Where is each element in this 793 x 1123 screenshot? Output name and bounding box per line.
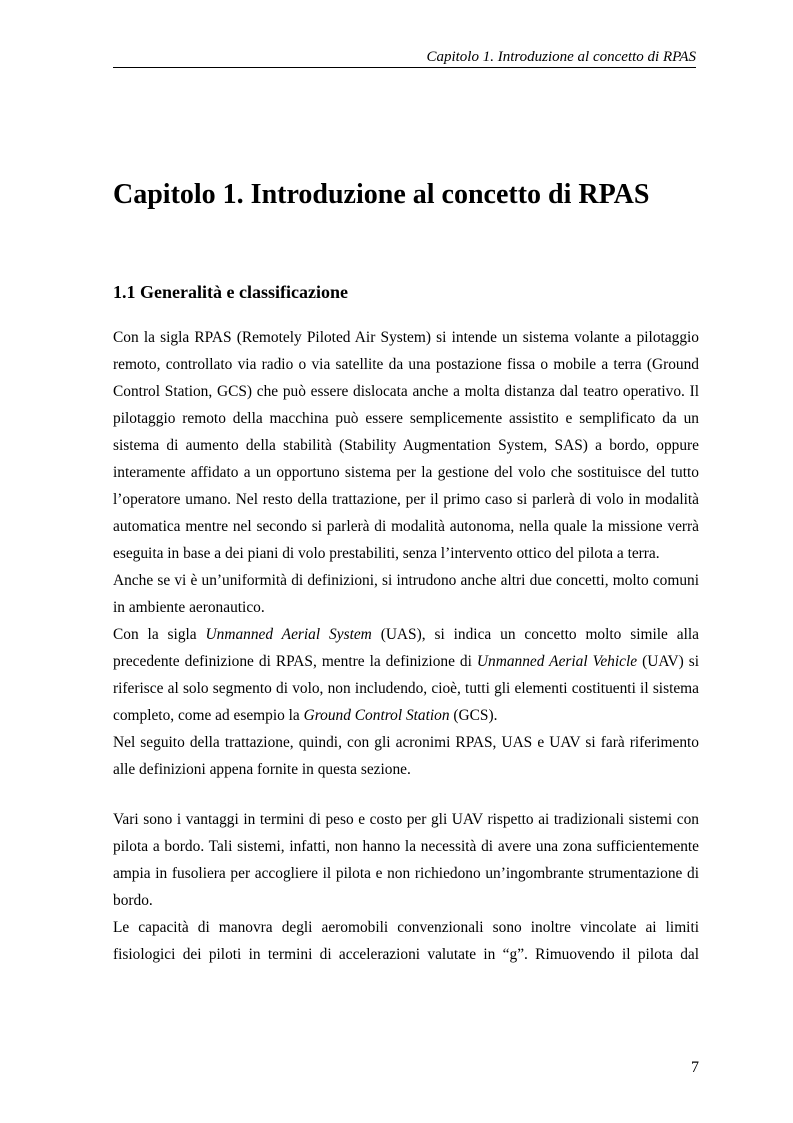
body-paragraph bbox=[113, 567, 699, 621]
text-run: (UAS), si indica un concetto molto simile alla precedente definizione di RPAS, mentre la definizione di bbox=[113, 626, 699, 670]
section-title: 1.1 Generalità e classificazione bbox=[113, 282, 348, 302]
text-run: (UAV) si riferisce al solo segmento di volo, non includendo, cioè, tutti gli elementi costituenti il sistema completo, come ad esempio la bbox=[113, 653, 699, 724]
header-rule bbox=[113, 67, 696, 68]
chapter-title: Capitolo 1. Introduzione al concetto di RPAS bbox=[113, 179, 650, 210]
text-run: Nel seguito della trattazione, quindi, con gli acronimi RPAS, UAS e UAV si farà riferimento alle definizioni appena fornite in questa sezione. bbox=[113, 734, 699, 778]
body-paragraph bbox=[113, 729, 699, 783]
running-header: Capitolo 1. Introduzione al concetto di RPAS bbox=[426, 49, 696, 65]
italic-term: Unmanned Aerial System bbox=[205, 626, 372, 643]
page-number: 7 bbox=[691, 1059, 699, 1076]
body-paragraph bbox=[113, 324, 699, 567]
body-paragraph bbox=[113, 806, 699, 914]
body-paragraph bbox=[113, 914, 699, 968]
text-run: (GCS). bbox=[449, 707, 498, 724]
text-run: Anche se vi è un’uniformità di definizioni, si intrudono anche altri due concetti, molto comuni in ambiente aeronautico. bbox=[113, 572, 699, 616]
text-run: Vari sono i vantaggi in termini di peso e costo per gli UAV rispetto ai tradizionali sistemi con pilota a bordo. Tali sistemi, infatti, non hanno la necessità di avere una zona sufficientemente ampia in fusoliera per accogliere il pilota e non richiedono un’ingombrante strumentazione di bordo. bbox=[113, 811, 699, 909]
italic-term: Unmanned Aerial Vehicle bbox=[476, 653, 638, 670]
body-text bbox=[113, 324, 699, 968]
text-run: Con la sigla RPAS (Remotely Piloted Air System) si intende un sistema volante a pilotaggio remoto, controllato via radio o via satellite da una postazione fissa o mobile a terra (Ground Control Station, GCS) che può essere dislocata anche a molta distanza dal teatro operativo. Il pilotaggio remoto della macchina può essere semplicemente assistito e semplificato da un sistema di aumento della stabilità (Stability Augmentation System, SAS) a bordo, oppure interamente affidato a un opportuno sistema per la gestione del volo che sostituisce del tutto l’operatore umano. Nel resto della trattazione, per il primo caso si parlerà di volo in modalità automatica mentre nel secondo si parlerà di modalità autonoma, nella quale la missione verrà eseguita in base a dei piani di volo prestabiliti, senza l’intervento ottico del pilota a terra. bbox=[113, 329, 699, 562]
body-paragraph bbox=[113, 621, 699, 729]
italic-term: Ground Control Station bbox=[303, 707, 450, 724]
text-run: Con la sigla bbox=[113, 626, 206, 643]
text-run: Le capacità di manovra degli aeromobili convenzionali sono inoltre vincolate ai limiti fisiologici dei piloti in termini di accelerazioni valutate in “g”. Rimuovendo il pilota dal bbox=[113, 919, 699, 963]
